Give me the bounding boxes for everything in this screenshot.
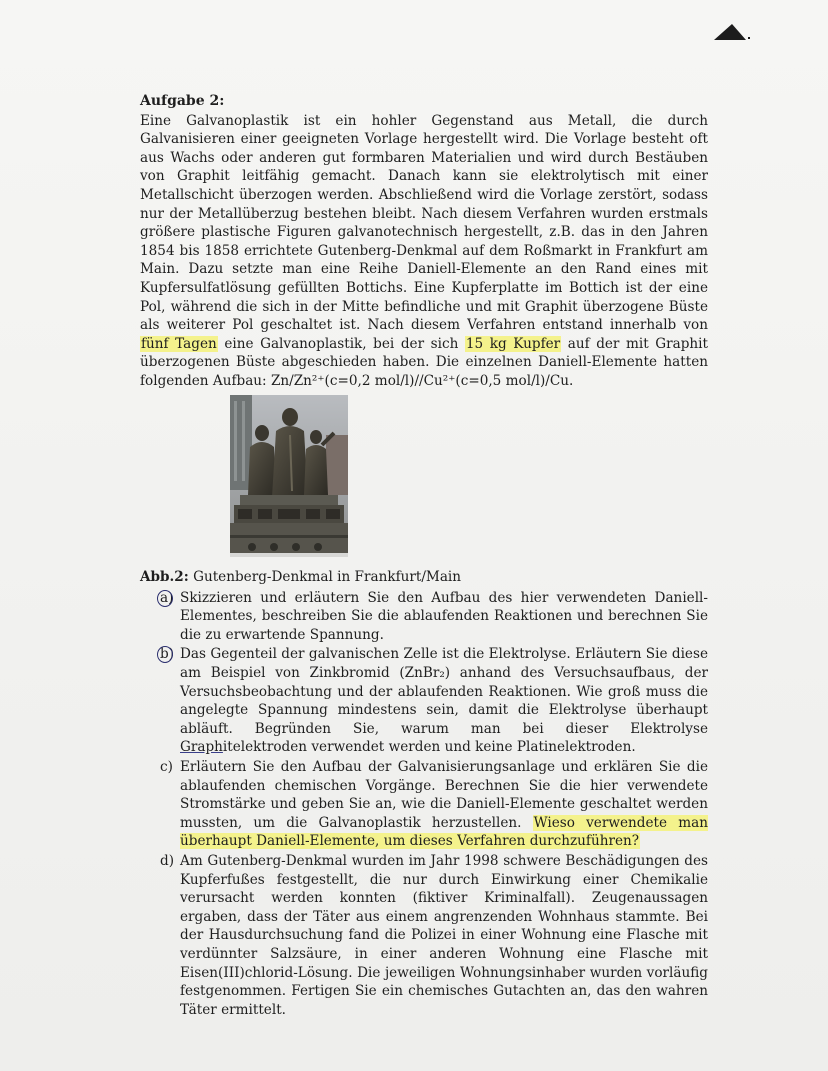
highlight-copper: 15 kg Kupfer — [465, 335, 561, 352]
intro-text-3: auf der mit Graphit überzogenen Büste abgeschieden haben. Die einzelnen Daniell-Elemente hatten folgenden Aufbau: Zn/Zn²⁺(c=0,2 mol/l)//Cu²⁺(c=0,5 mol/l)/Cu. — [140, 335, 708, 389]
figure-caption — [140, 568, 708, 587]
task-b-marker: b) — [160, 645, 178, 664]
task-d — [140, 852, 708, 1019]
caption-label: Abb.2: — [140, 569, 189, 586]
task-b-text-end: itelektroden verwendet werden und keine Platinelektroden. — [222, 739, 636, 756]
task-a-text: Skizzieren und erläutern Sie den Aufbau des hier verwendeten Daniell-Elementes, beschreiben Sie die ablaufenden Reaktionen und berechnen Sie die zu erwartende Spannung. — [180, 589, 708, 643]
task-c-text: Erläutern Sie den Aufbau der Galvanisierungsanlage und erklären Sie die ablaufenden chemischen Vorgänge. Berechnen Sie die hier verwendete Stromstärke und geben Sie an, wie die Daniell-Elemente geschaltet werden mussten, um die Galvanoplastik herzustellen. — [180, 759, 708, 831]
task-content — [140, 92, 708, 1020]
gutenberg-monument-photo — [230, 395, 348, 557]
task-b-text: Das Gegenteil der galvanischen Zelle ist die Elektrolyse. Erläutern Sie diese am Beispiel von Zinkbromid (ZnBr₂) anhand des Versuchsaufbaus, der Versuchsbeobachtung und der ablaufenden Reaktionen. Wie groß muss die angelegte Spannung mindestens sein, damit die Elektrolyse überhaupt abläuft. Begründen Sie, warum man bei dieser Elektrolyse — [180, 646, 708, 737]
task-b — [140, 645, 708, 757]
intro-text-1: Eine Galvanoplastik ist ein hohler Gegenstand aus Metall, die durch Galvanisieren einer geeigneten Vorlage hergestellt wird. Die Vorlage besteht oft aus Wachs oder anderen gut formbaren Materialien und wird durch Bestäuben von Graphit leitfähig gemacht. Danach kann sie elektrolytisch mit einer Metallschicht überzogen werden. Abschließend wird die Vorlage zerstört, sodass nur der Metallüberzug bestehen bleibt. Nach diesem Verfahren wurden erstmals größere plastische Figuren galvanotechnisch hergestellt, z.B. das in den Jahren 1854 bis 1858 errichtete Gutenberg-Denkmal auf dem Roßmarkt in Frankfurt am Main. Dazu setzte man eine Reihe Daniell-Elemente an den Rand eines mit Kupfersulfatlösung gefüllten Bottichs. Eine Kupferplatte im Bottich ist der eine Pol, während die sich in der Mitte befindliche und mit Graphit überzogene Büste als weiterer Pol geschaltet ist. Nach diesem Verfahren entstand innerhalb von — [140, 112, 708, 334]
task-c — [140, 758, 708, 851]
task-b-underlined: Graph — [180, 739, 223, 756]
task-a-marker: a) — [160, 589, 178, 608]
task-d-text: Am Gutenberg-Denkmal wurden im Jahr 1998 schwere Beschädigungen des Kupferfußes festgestellt, die nur durch Einwirkung einer Chemikalie verursacht werden konnten (fiktiver Kriminalfall). Zeugenaussagen ergaben, dass der Täter aus einem angrenzenden Wohnhaus stammte. Bei der Hausdurchsuchung fand die Polizei in einer Wohnung eine Flasche mit verdünnter Salzsäure, in einer anderen Wohnung eine Flasche mit Eisen(III)chlorid-Lösung. Die jeweiligen Wohnungsinhaber wurden vorläufig festgenommen. Fertigen Sie ein chemisches Gutachten an, das den wahren Täter ermittelt. — [180, 853, 708, 1018]
highlight-days: fünf Tagen — [141, 335, 217, 352]
scan-corner-mark — [712, 20, 752, 44]
task-d-marker: d) — [160, 853, 175, 869]
intro-text-2: eine Galvanoplastik, bei der sich — [217, 335, 465, 352]
task-list — [140, 589, 708, 1020]
task-heading: Aufgabe 2: — [140, 93, 225, 109]
intro-paragraph — [140, 112, 708, 391]
task-a — [140, 589, 708, 645]
caption-text: Gutenberg-Denkmal in Frankfurt/Main — [188, 569, 462, 586]
task-c-highlight: Wieso verwendete man überhaupt Daniell-Elemente, um dieses Verfahren durchzuführen? — [180, 814, 708, 850]
task-c-marker: c) — [160, 759, 173, 776]
